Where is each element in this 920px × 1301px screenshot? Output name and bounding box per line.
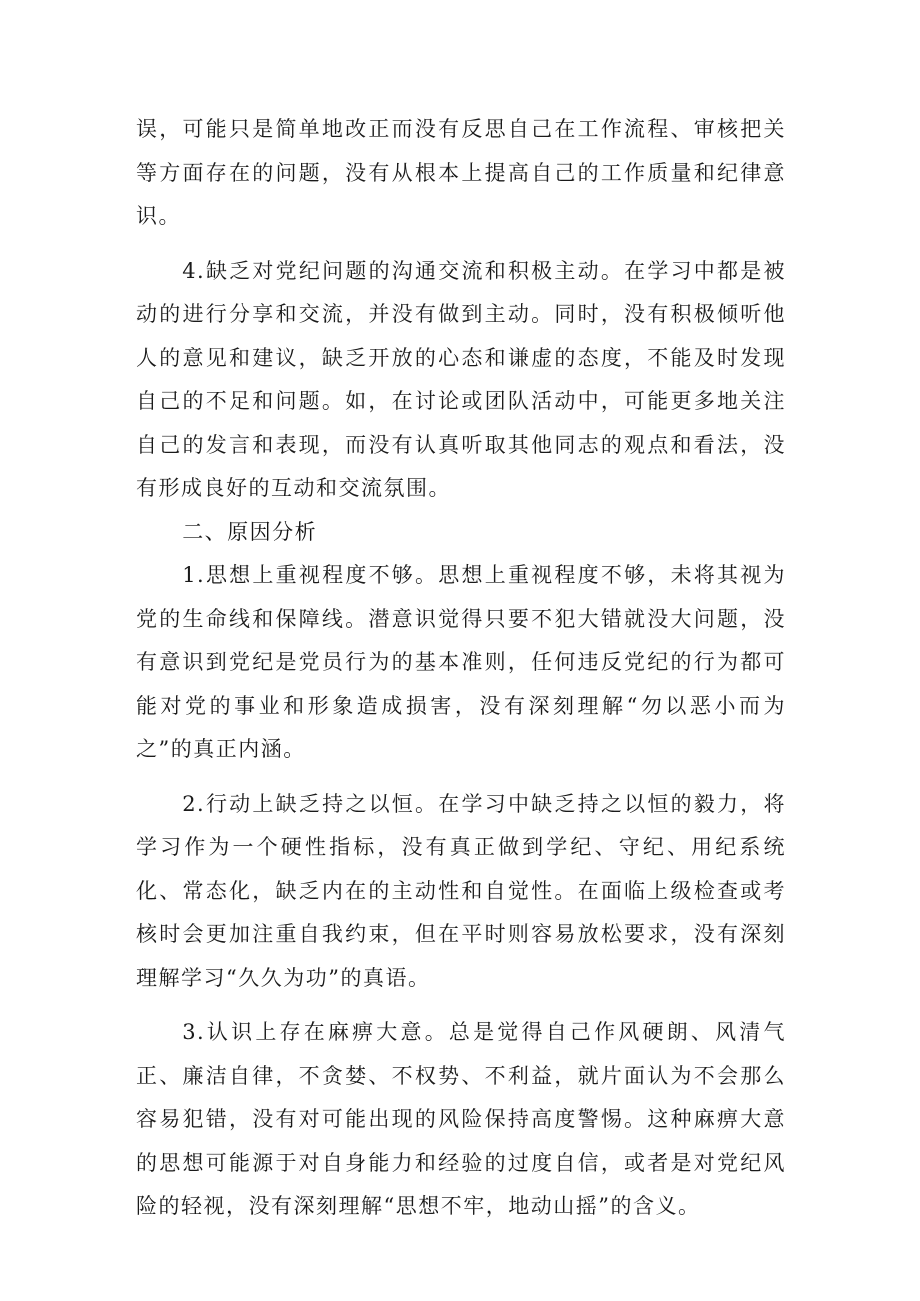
paragraph-gap: [136, 1000, 786, 1011]
paragraph-item-2: 2.行动上缺乏持之以恒。在学习中缺乏持之以恒的毅力，将学习作为一个硬性指标，没有真正做到学纪、守纪、用纪系统化、常态化，缺乏内在的主动性和自觉性。在面临上级检查或考核时会更加注重自我约束，但在平时则容易放松要求，没有深刻理解学习“久久为功”的真语。: [136, 791, 786, 990]
paragraph-item-3: 3.认识上存在麻痹大意。总是觉得自己作风硬朗、风清气正、廉洁自律，不贪婪、不权势、不利益，就片面认为不会那么容易犯错，没有对可能出现的风险保持高度警惕。这种麻痹大意的思想可能源于对自身能力和经验的过度自信，或者是对党纪风险的轻视，没有深刻理解“思想不牢，地动山摇”的含义。: [136, 1020, 786, 1218]
paragraph-item-4: 4.缺乏对党纪问题的沟通交流和积极主动。在学习中都是被动的进行分享和交流，并没有做到主动。同时，没有积极倾听他人的意见和建议，缺乏开放的心态和谦虚的态度，不能及时发现自己的不足和问题。如，在讨论或团队活动中，可能更多地关注自己的发言和表现，而没有认真听取其他同志的观点和看法，没有形成良好的互动和交流氛围。: [136, 258, 786, 500]
section-heading: 二、原因分析: [182, 519, 318, 544]
paragraph-gap: [136, 772, 786, 783]
paragraph-gap: [136, 239, 786, 250]
document-body: [136, 108, 786, 1229]
paragraph-item-1: 1.思想上重视程度不够。思想上重视程度不够，未将其视为党的生命线和保障线。潜意识觉得只要不犯大错就没大问题，没有意识到党纪是党员行为的基本准则，任何违反党纪的行为都可能对党的事业和形象造成损害，没有深刻理解“勿以恶小而为之”的真正内涵。: [136, 563, 786, 761]
paragraph-continuation: 误，可能只是简单地改正而没有反思自己在工作流程、审核把关等方面存在的问题，没有从根本上提高自己的工作质量和纪律意识。: [136, 117, 786, 228]
